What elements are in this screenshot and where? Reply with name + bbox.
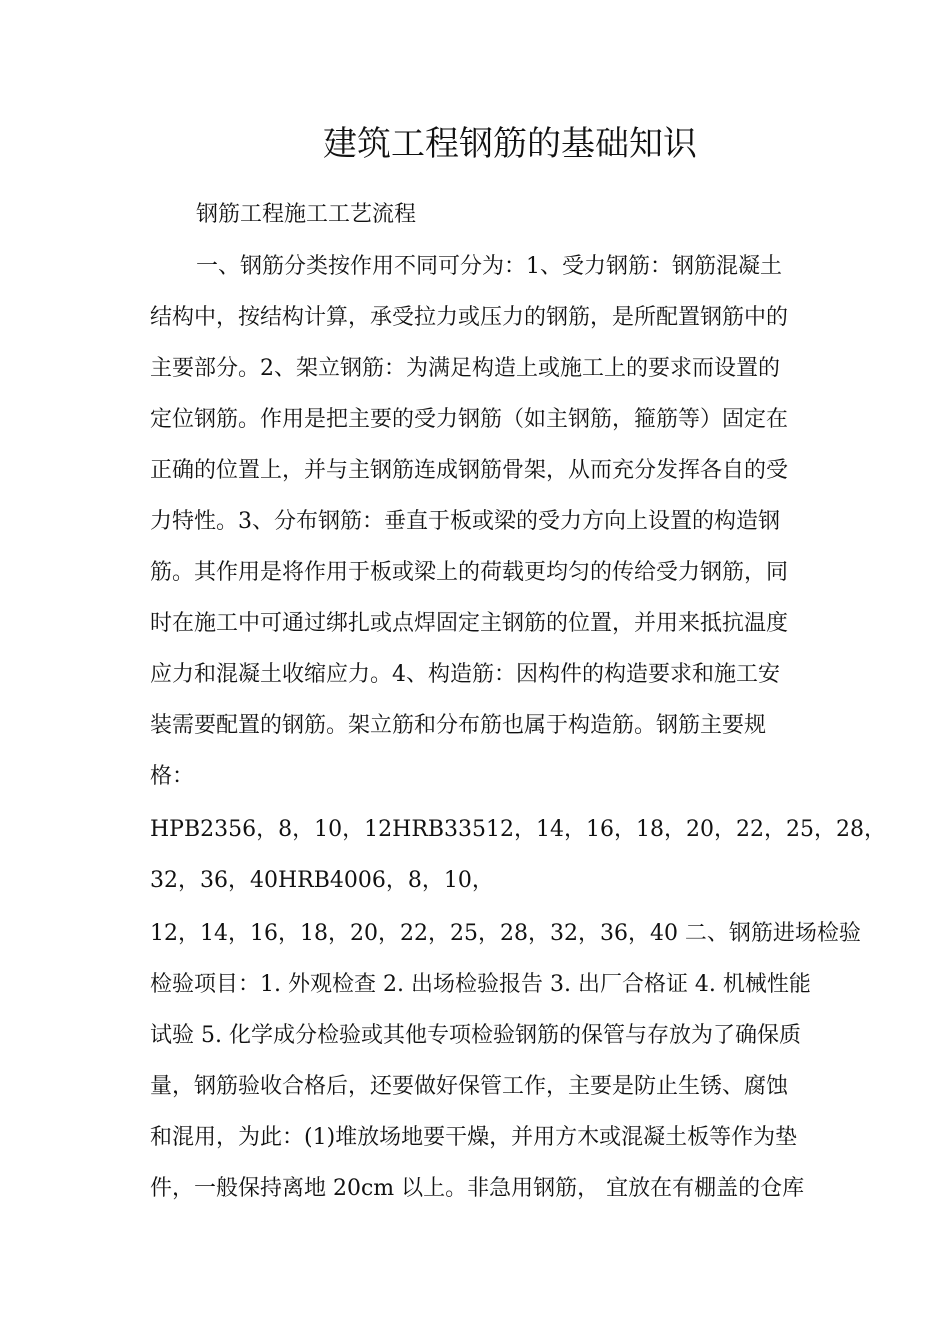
body-line: 时在施工中可通过绑扎或点焊固定主钢筋的位置，并用来抵抗温度 [150,611,789,636]
body-line: 定位钢筋。作用是把主要的受力钢筋（如主钢筋，箍筋等）固定在 [150,407,789,432]
body-line: 试验 5. 化学成分检验或其他专项检验钢筋的保管与存放为了确保质 [150,1023,801,1048]
body-line: 正确的位置上，并与主钢筋连成钢筋骨架，从而充分发挥各自的受 [150,458,789,483]
body-line: HPB2356，8，10，12HRB33512，14，16，18，20，22，25，28， [150,817,886,842]
body-line: 结构中，按结构计算，承受拉力或压力的钢筋，是所配置钢筋中的 [150,305,789,330]
body-line: 量，钢筋验收合格后，还要做好保管工作，主要是防止生锈、腐蚀 [150,1074,789,1099]
body-line: 力特性。3、分布钢筋：垂直于板或梁的受力方向上设置的构造钢 [150,509,780,534]
body-line: 筋。其作用是将作用于板或梁上的荷载更均匀的传给受力钢筋，同 [150,560,789,585]
body-line: 和混用，为此：(1)堆放场地要干燥，并用方木或混凝土板等作为垫 [150,1125,798,1150]
body-line: 32，36，40HRB4006，8，10， [150,868,494,893]
body-line: 检验项目：1. 外观检查 2. 出场检验报告 3. 出厂合格证 4. 机械性能 [150,972,811,997]
body-line: 件，一般保持离地 20cm 以上。非急用钢筋， 宜放在有棚盖的仓库 [150,1176,805,1201]
document-title: 建筑工程钢筋的基础知识 [323,124,697,164]
body-line: 主要部分。2、架立钢筋：为满足构造上或施工上的要求而设置的 [150,356,780,381]
body-line: 12，14，16，18，20，22，25，28，32，36，40 二、钢筋进场检验 [150,921,861,946]
body-line: 钢筋工程施工工艺流程 [196,202,417,227]
body-line: 装需要配置的钢筋。架立筋和分布筋也属于构造筋。钢筋主要规 [150,713,767,738]
body-line: 应力和混凝土收缩应力。4、构造筋：因构件的构造要求和施工安 [150,662,780,687]
body-line: 格： [150,764,195,789]
body-line: 一、钢筋分类按作用不同可分为：1、受力钢筋：钢筋混凝土 [196,254,782,279]
